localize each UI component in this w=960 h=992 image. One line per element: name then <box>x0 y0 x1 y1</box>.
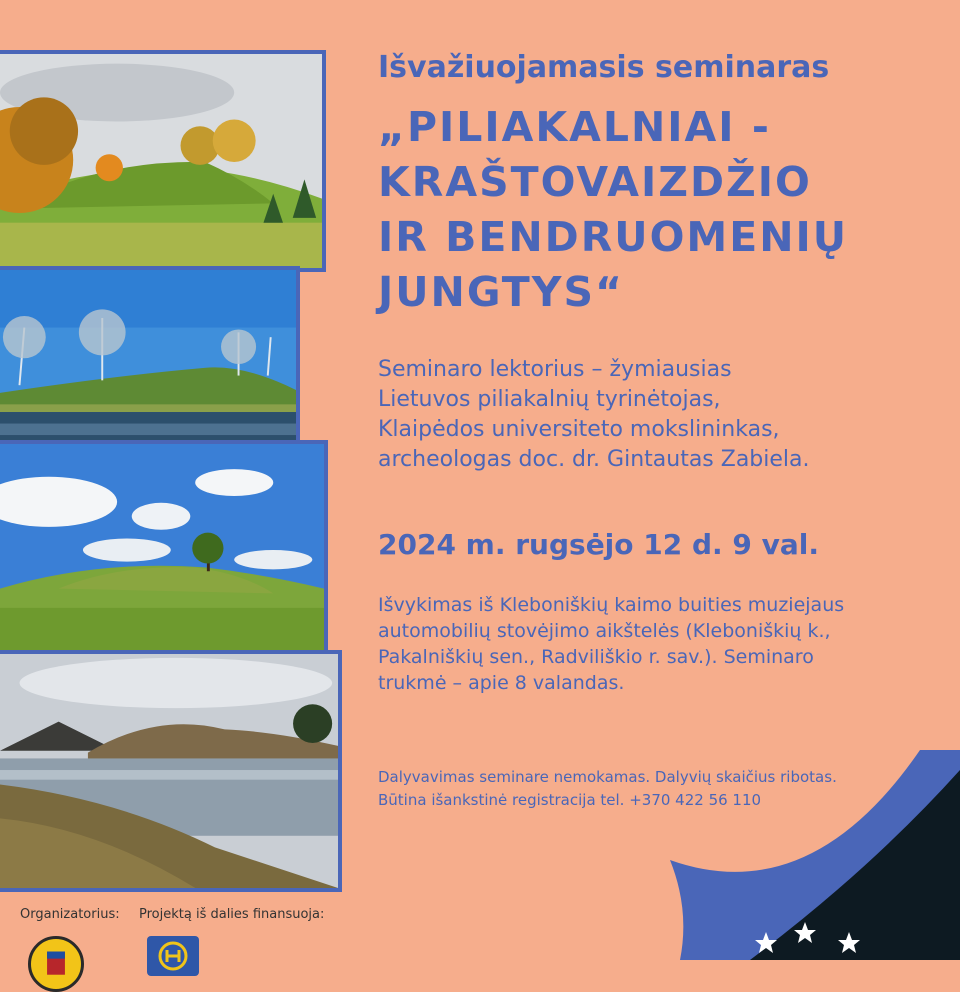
lecturer-line: archeologas doc. dr. Gintautas Zabiela. <box>378 447 810 472</box>
departure-info <box>378 592 844 696</box>
funder-label: Projektą iš dalies finansuoja: <box>139 907 325 922</box>
note-line: Būtina išankstinė registracija tel. +370 422 56 110 <box>378 791 762 809</box>
lecturer-line: Seminaro lektorius – žymiausias <box>378 357 732 382</box>
organizer-label: Organizatorius: <box>20 907 120 922</box>
hillfort-photo-river <box>0 650 342 892</box>
seminar-title <box>378 100 848 320</box>
lecturer-line: Lietuvos piliakalnių tyrinėtojas, <box>378 387 721 412</box>
event-datetime: 2024 m. rugsėjo 12 d. 9 val. <box>378 528 820 561</box>
title-line: KRAŠTOVAIZDŽIO <box>378 158 812 206</box>
title-line: IR BENDRUOMENIŲ <box>378 213 849 261</box>
hillfort-photo-autumn <box>0 50 326 272</box>
departure-line: trukmė – apie 8 valandas. <box>378 672 625 694</box>
decorative-corner-stars <box>660 750 960 960</box>
lecturer-description <box>378 355 810 475</box>
departure-line: Išvykimas iš Kleboniškių kaimo buities muziejaus <box>378 594 845 616</box>
title-line: „PILIAKALNIAI - <box>378 103 771 151</box>
departure-line: automobilių stovėjimo aikštelės (Kleboniškių k., <box>378 620 831 642</box>
note-line: Dalyvavimas seminare nemokamas. Dalyvių skaičius ribotas. <box>378 768 837 786</box>
title-line: JUNGTYS“ <box>378 268 624 316</box>
organizer-logo <box>28 936 84 992</box>
funder-logo <box>147 936 199 976</box>
event-type-subtitle: Išvažiuojamasis seminaras <box>378 50 830 85</box>
hillfort-photo-lake <box>0 266 300 464</box>
hillfort-photo-meadow <box>0 440 328 662</box>
lecturer-line: Klaipėdos universiteto mokslininkas, <box>378 417 780 442</box>
departure-line: Pakalniškių sen., Radviliškio r. sav.). Seminaro <box>378 646 814 668</box>
